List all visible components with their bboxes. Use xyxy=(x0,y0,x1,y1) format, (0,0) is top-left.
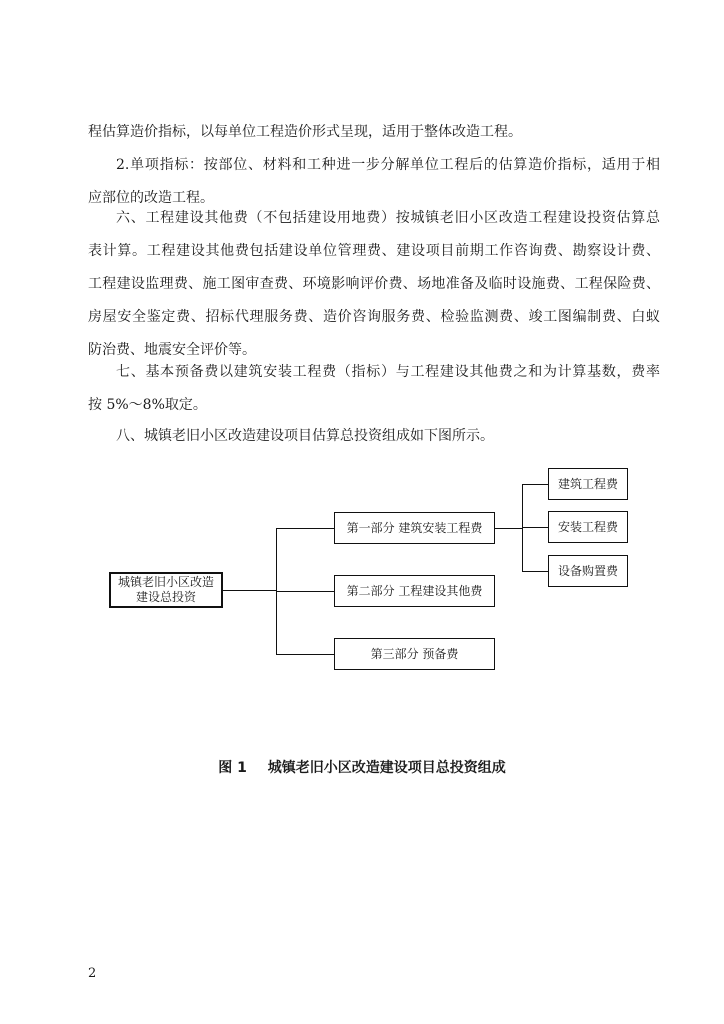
diagram-part-box: 第三部分 预备费 xyxy=(334,638,495,670)
text-line: 防治费、地震安全评价等。 xyxy=(88,342,256,358)
connector-line xyxy=(276,654,334,655)
connector-line xyxy=(276,528,334,529)
connector-line xyxy=(522,527,548,528)
text-line: 房屋安全鉴定费、招标代理服务费、造价咨询服务费、检验监测费、竣工图编制费、白蚁 xyxy=(88,309,660,325)
paragraph-diagram-intro xyxy=(88,420,660,453)
connector-line xyxy=(223,590,276,591)
connector-line xyxy=(276,591,334,592)
connector-line xyxy=(522,571,548,572)
text-line: 程估算造价指标，以每单位工程造价形式呈现，适用于整体改造工程。 xyxy=(88,124,522,140)
paragraph-other-costs xyxy=(88,202,660,367)
figure-title: 城镇老旧小区改造建设项目总投资组成 xyxy=(267,760,506,776)
diagram-sub-box: 安装工程费 xyxy=(548,511,628,543)
diagram-part-box: 第二部分 工程建设其他费 xyxy=(334,575,495,607)
connector-line xyxy=(522,484,548,485)
figure-caption xyxy=(0,757,724,777)
connector-line xyxy=(495,528,522,529)
diagram-sub-box: 设备购置费 xyxy=(548,555,628,587)
text-line: 八、城镇老旧小区改造建设项目估算总投资组成如下图所示。 xyxy=(116,428,494,444)
page-number: 2 xyxy=(88,966,97,981)
text-line: 2.单项指标：按部位、材料和工种进一步分解单位工程后的估算造价指标，适用于相 xyxy=(116,157,660,173)
root-label-line: 城镇老旧小区改造 xyxy=(117,575,214,589)
text-line: 表计算。工程建设其他费包括建设单位管理费、建设项目前期工作咨询费、勘察设计费、 xyxy=(88,243,660,259)
root-label-line: 建设总投资 xyxy=(135,590,196,604)
diagram-sub-box: 建筑工程费 xyxy=(548,468,628,500)
paragraph-continuation xyxy=(88,116,660,149)
text-line: 七、基本预备费以建筑安装工程费（指标）与工程建设其他费之和为计算基数，费率 xyxy=(116,364,660,380)
text-line: 工程建设监理费、施工图审查费、环境影响评价费、场地准备及临时设施费、工程保险费、 xyxy=(88,276,660,292)
text-line: 六、工程建设其他费（不包括建设用地费）按城镇老旧小区改造工程建设投资估算总 xyxy=(116,210,660,226)
figure-label: 图 1 xyxy=(218,760,247,776)
text-line: 按 5%～8%取定。 xyxy=(88,397,207,413)
text-line: 应部位的改造工程。 xyxy=(88,190,214,206)
paragraph-contingency xyxy=(88,356,660,422)
diagram-root-box xyxy=(109,572,223,608)
diagram-part-box: 第一部分 建筑安装工程费 xyxy=(334,512,495,544)
